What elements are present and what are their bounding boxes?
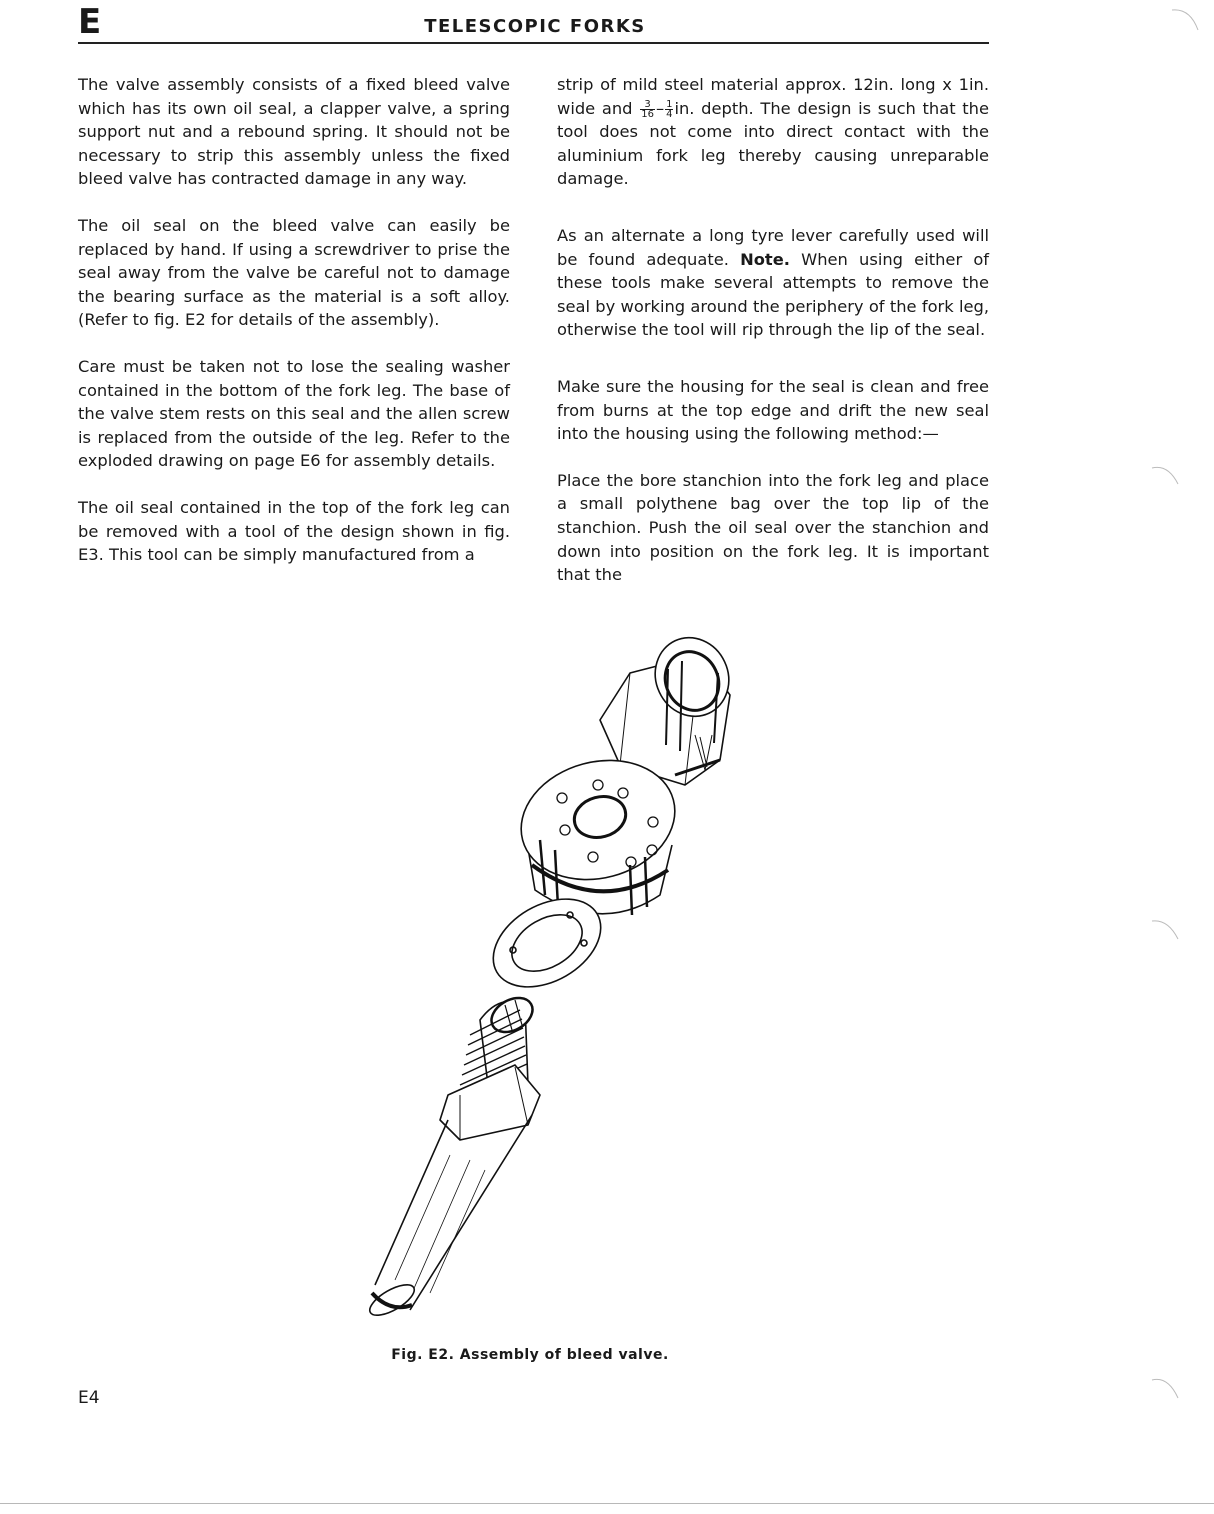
page-number: E4 [78,1388,100,1408]
fraction-denominator: 16 [641,108,654,120]
scan-bottom-edge [0,1503,1214,1504]
fraction-numerator: 3 [640,100,655,110]
scan-edge-mark [1170,4,1200,34]
header-rule [78,42,989,44]
tyre-lever-text-1: As an alternate a long tyre lever carefully used will be found adequate. [557,225,989,269]
note-label: Note. [740,249,790,269]
paragraph-sealing-washer: Care must be taken not to lose the sealing washer contained in the bottom of the fork leg. The base of the valve stem rests on this seal and the allen screw is replaced from the outside of the leg. Refer to the exploded drawing on page E6 for assembly details. [78,356,510,471]
figure-caption: Fig. E2. Assembly of bleed valve. [391,1347,669,1363]
tool-design-text-1: strip of mild steel material approx. 12in. long x 1in. wide and [557,75,989,118]
fraction-dash: – [655,98,665,118]
paragraph-housing: Make sure the housing for the seal is clean and free from burns at the top edge and drift the new seal into the housing using the following method:— [557,376,989,444]
paragraph-tool-design [557,73,989,191]
fraction-denominator: 4 [666,108,673,120]
section-letter: E [78,2,102,42]
scan-edge-mark [1150,915,1180,945]
scan-edge-mark [1150,460,1180,490]
fraction-three-sixteenths [640,100,655,119]
paragraph-tyre-lever [557,224,989,342]
left-column [78,73,510,590]
bleed-valve-illustration [300,625,760,1325]
paragraph-oil-seal-removal: The oil seal contained in the top of the fork leg can be removed with a tool of the design shown in fig. E3. This tool can be simply manufactured from a [78,497,510,565]
tyre-lever-text-2: When using either of these tools make several attempts to remove the seal by working around the periphery of the fork leg, otherwise the tool will rip through the lip of the seal. [557,249,990,340]
tool-design-text-2: in. depth. The design is such that the tool does not come into direct contact with the aluminium fork leg thereby causing unreparable damage. [557,98,989,189]
right-column [557,73,989,610]
fraction-one-quarter [665,100,673,119]
scan-edge-mark [1150,1372,1180,1402]
paragraph-stanchion: Place the bore stanchion into the fork leg and place a small polythene bag over the top lip of the stanchion. Push the oil seal over the stanchion and down into position on the fork leg. It is important that the [557,470,989,585]
bleed-valve-body-part [365,991,540,1321]
page-title: TELESCOPIC FORKS [424,16,646,37]
paragraph-valve-assembly: The valve assembly consists of a fixed bleed valve which has its own oil seal, a clapper valve, a spring support nut and a rebound spring. It should not be necessary to strip this assembly unless the fixed bleed valve has contracted damage in any way. [78,75,510,189]
paragraph-oil-seal-bleed-valve: The oil seal on the bleed valve can easily be replaced by hand. If using a screwdriver to prise the seal away from the valve be careful not to damage the bearing surface as the material is a soft alloy. (Refer to fig. E2 for details of the assembly). [78,215,510,330]
fraction-numerator: 1 [666,98,673,110]
